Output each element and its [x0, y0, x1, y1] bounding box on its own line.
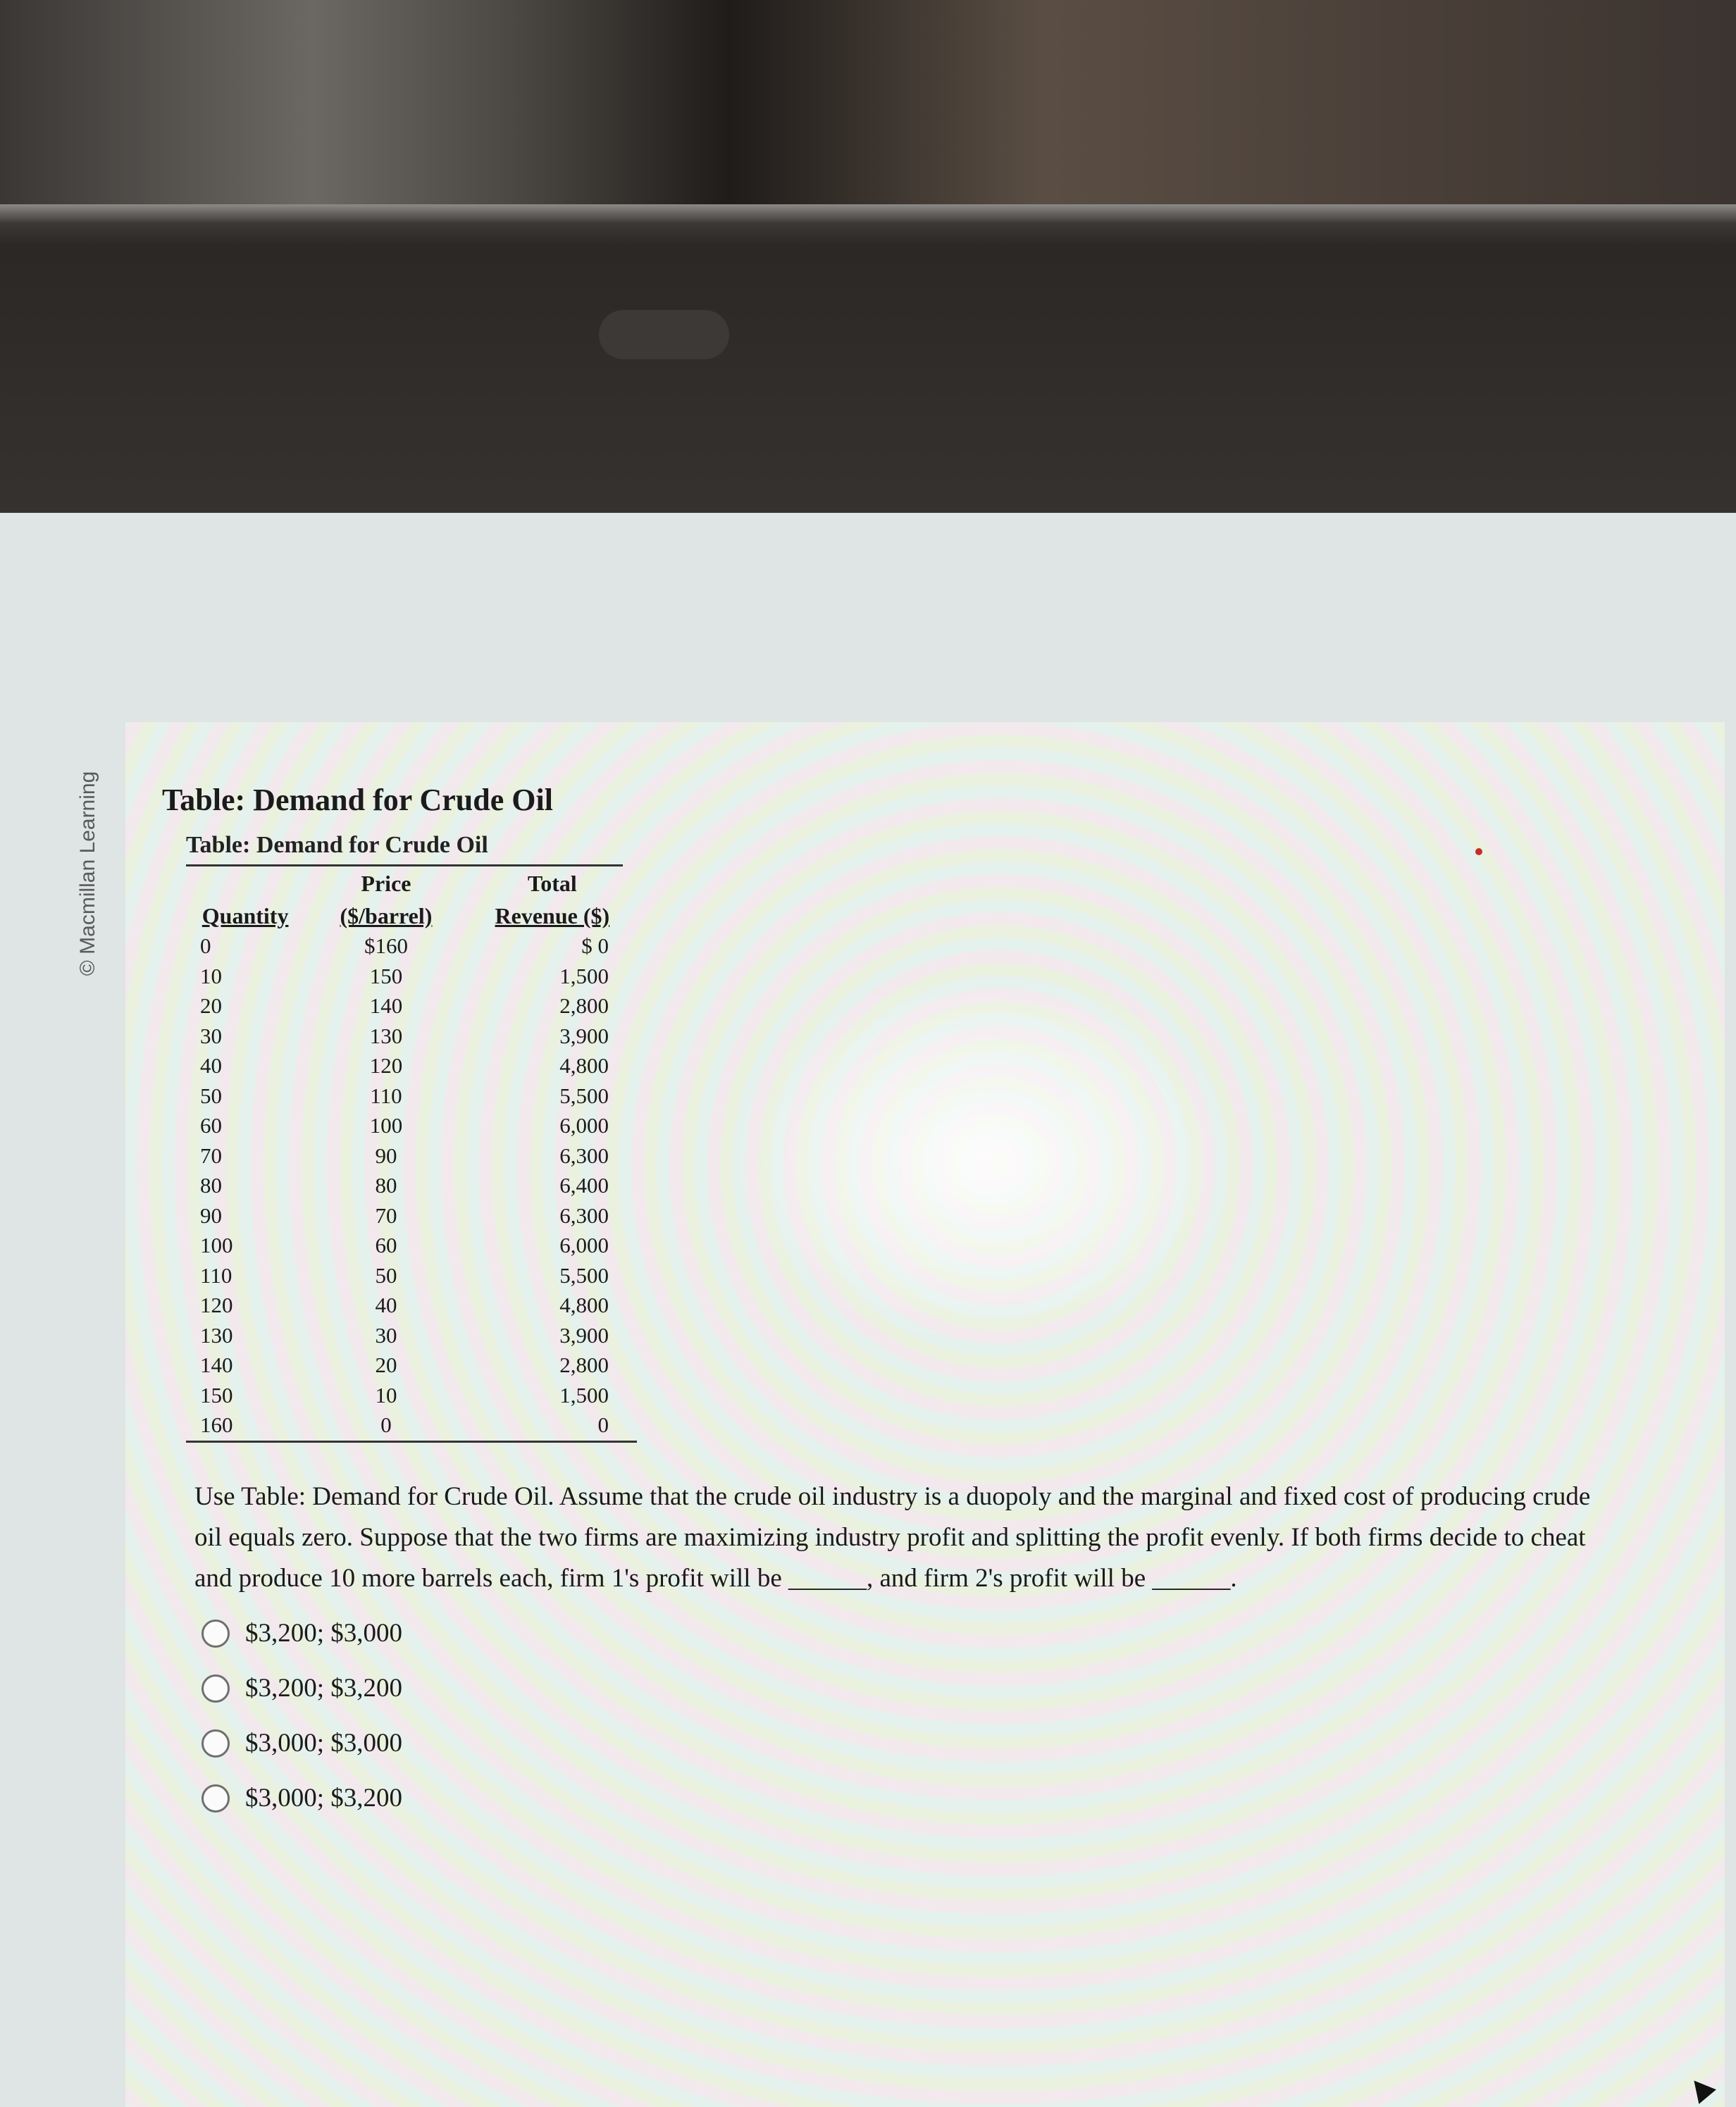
- table-header-row-2: [186, 899, 637, 931]
- answer-options: [202, 1606, 1642, 1826]
- revenue-header-line2: Revenue ($): [495, 903, 610, 928]
- price-cell: 70: [375, 1202, 397, 1228]
- quantity-cell: 130: [200, 1322, 233, 1348]
- answer-option-label: $3,000; $3,200: [245, 1784, 403, 1813]
- quantity-header: Quantity: [202, 903, 289, 928]
- copyright-label: © Macmillan Learning: [76, 771, 99, 976]
- revenue-cell: 1,500: [559, 963, 609, 988]
- table-row: [186, 1261, 637, 1291]
- table-row: [186, 1141, 637, 1171]
- quantity-cell: 110: [200, 1262, 232, 1288]
- answer-option-label: $3,000; $3,000: [245, 1729, 403, 1758]
- radio-button-icon[interactable]: [202, 1674, 230, 1703]
- revenue-cell: 2,800: [559, 993, 609, 1018]
- answer-option-3[interactable]: [202, 1716, 1642, 1771]
- table-row: [186, 1021, 637, 1052]
- answer-option-label: $3,200; $3,200: [245, 1674, 403, 1703]
- price-cell: 110: [370, 1083, 402, 1108]
- revenue-cell: 1,500: [559, 1382, 609, 1407]
- question-content: [162, 782, 1642, 1826]
- revenue-cell: 5,500: [559, 1083, 609, 1108]
- webcam: [599, 310, 729, 359]
- table-row: [186, 991, 637, 1021]
- price-cell: 140: [369, 993, 403, 1018]
- table-header-row-1: [186, 866, 637, 899]
- radio-button-icon[interactable]: [202, 1620, 230, 1648]
- quantity-cell: 150: [200, 1382, 233, 1407]
- table-row: [186, 1171, 637, 1201]
- table-row: [186, 1111, 637, 1141]
- price-header-line2: ($/barrel): [340, 903, 433, 928]
- quantity-cell: 90: [200, 1202, 222, 1228]
- quantity-cell: 20: [200, 993, 222, 1018]
- table-row: [186, 1350, 637, 1381]
- revenue-cell: 4,800: [559, 1053, 609, 1078]
- quantity-cell: 30: [200, 1023, 222, 1048]
- revenue-cell: 6,400: [559, 1173, 609, 1198]
- radio-button-icon[interactable]: [202, 1729, 230, 1758]
- table-title: Table: Demand for Crude Oil: [162, 783, 553, 817]
- price-header-line1: Price: [361, 871, 411, 896]
- price-cell: 90: [375, 1143, 397, 1168]
- price-cell: 150: [369, 963, 403, 988]
- revenue-cell: 6,000: [559, 1233, 609, 1257]
- revenue-cell: 2,800: [559, 1353, 609, 1377]
- price-cell: 80: [375, 1173, 397, 1198]
- quantity-cell: 80: [200, 1173, 222, 1198]
- table-row: [186, 1381, 637, 1411]
- price-cell: 120: [369, 1053, 403, 1078]
- table-row: [186, 962, 637, 992]
- table-row: [186, 1201, 637, 1231]
- answer-option-1[interactable]: [202, 1606, 1642, 1661]
- price-cell: $160: [364, 933, 408, 958]
- revenue-cell: 6,300: [559, 1202, 609, 1228]
- quantity-cell: 10: [200, 963, 222, 988]
- quantity-cell: 60: [200, 1113, 222, 1138]
- table-row: [186, 1291, 637, 1321]
- quantity-cell: 160: [186, 1410, 304, 1441]
- quantity-cell: 120: [200, 1293, 233, 1317]
- table-row: [186, 1231, 637, 1261]
- revenue-cell: 5,500: [559, 1262, 609, 1288]
- revenue-cell: 3,900: [559, 1023, 609, 1048]
- quantity-cell: 50: [200, 1083, 222, 1108]
- question-text: Use Table: Demand for Crude Oil. Assume that the crude oil industry is a duopoly and the marginal and fixed cost of producing crude oil equals zero. Suppose that the two firms are maximizing industry profit and splitting the profit evenly. If both firms decide to cheat and produce 10 more barrels each, firm 1's profit will be ______, and firm 2's profit will be ______.: [194, 1481, 1591, 1593]
- table-subtitle: Table: Demand for Crude Oil: [186, 832, 623, 866]
- table-row: [186, 1051, 637, 1081]
- quantity-cell: 100: [200, 1233, 233, 1257]
- revenue-cell: 4,800: [559, 1293, 609, 1317]
- laptop-lid-edge: [0, 204, 1736, 247]
- quantity-cell: 70: [200, 1143, 222, 1168]
- quantity-cell: 0: [200, 933, 211, 958]
- price-cell: 10: [375, 1382, 397, 1407]
- price-cell: 50: [375, 1262, 397, 1288]
- radio-button-icon[interactable]: [202, 1784, 230, 1813]
- revenue-cell: 3,900: [559, 1322, 609, 1348]
- revenue-cell: 6,000: [559, 1113, 609, 1138]
- revenue-cell: 0: [468, 1410, 637, 1441]
- revenue-cell: $ 0: [581, 933, 609, 958]
- revenue-cell: 6,300: [559, 1143, 609, 1168]
- price-cell: 100: [369, 1113, 403, 1138]
- price-cell: 0: [304, 1410, 467, 1441]
- table-row: [186, 1410, 637, 1441]
- quantity-cell: 40: [200, 1053, 222, 1078]
- price-cell: 130: [369, 1023, 403, 1048]
- price-cell: 60: [375, 1233, 397, 1257]
- background-room: [0, 0, 1736, 232]
- laptop-bezel: [0, 247, 1736, 514]
- demand-table: [186, 866, 637, 1443]
- price-cell: 30: [375, 1322, 397, 1348]
- answer-option-label: $3,200; $3,000: [245, 1619, 403, 1648]
- table-row: [186, 1321, 637, 1351]
- revenue-header-line1: Total: [527, 871, 577, 896]
- answer-option-2[interactable]: [202, 1661, 1642, 1716]
- table-row: [186, 1081, 637, 1112]
- table-row: [186, 931, 637, 962]
- table-body: [186, 931, 637, 1441]
- answer-option-4[interactable]: [202, 1771, 1642, 1826]
- quantity-cell: 140: [200, 1353, 233, 1377]
- price-cell: 20: [375, 1353, 397, 1377]
- price-cell: 40: [375, 1293, 397, 1317]
